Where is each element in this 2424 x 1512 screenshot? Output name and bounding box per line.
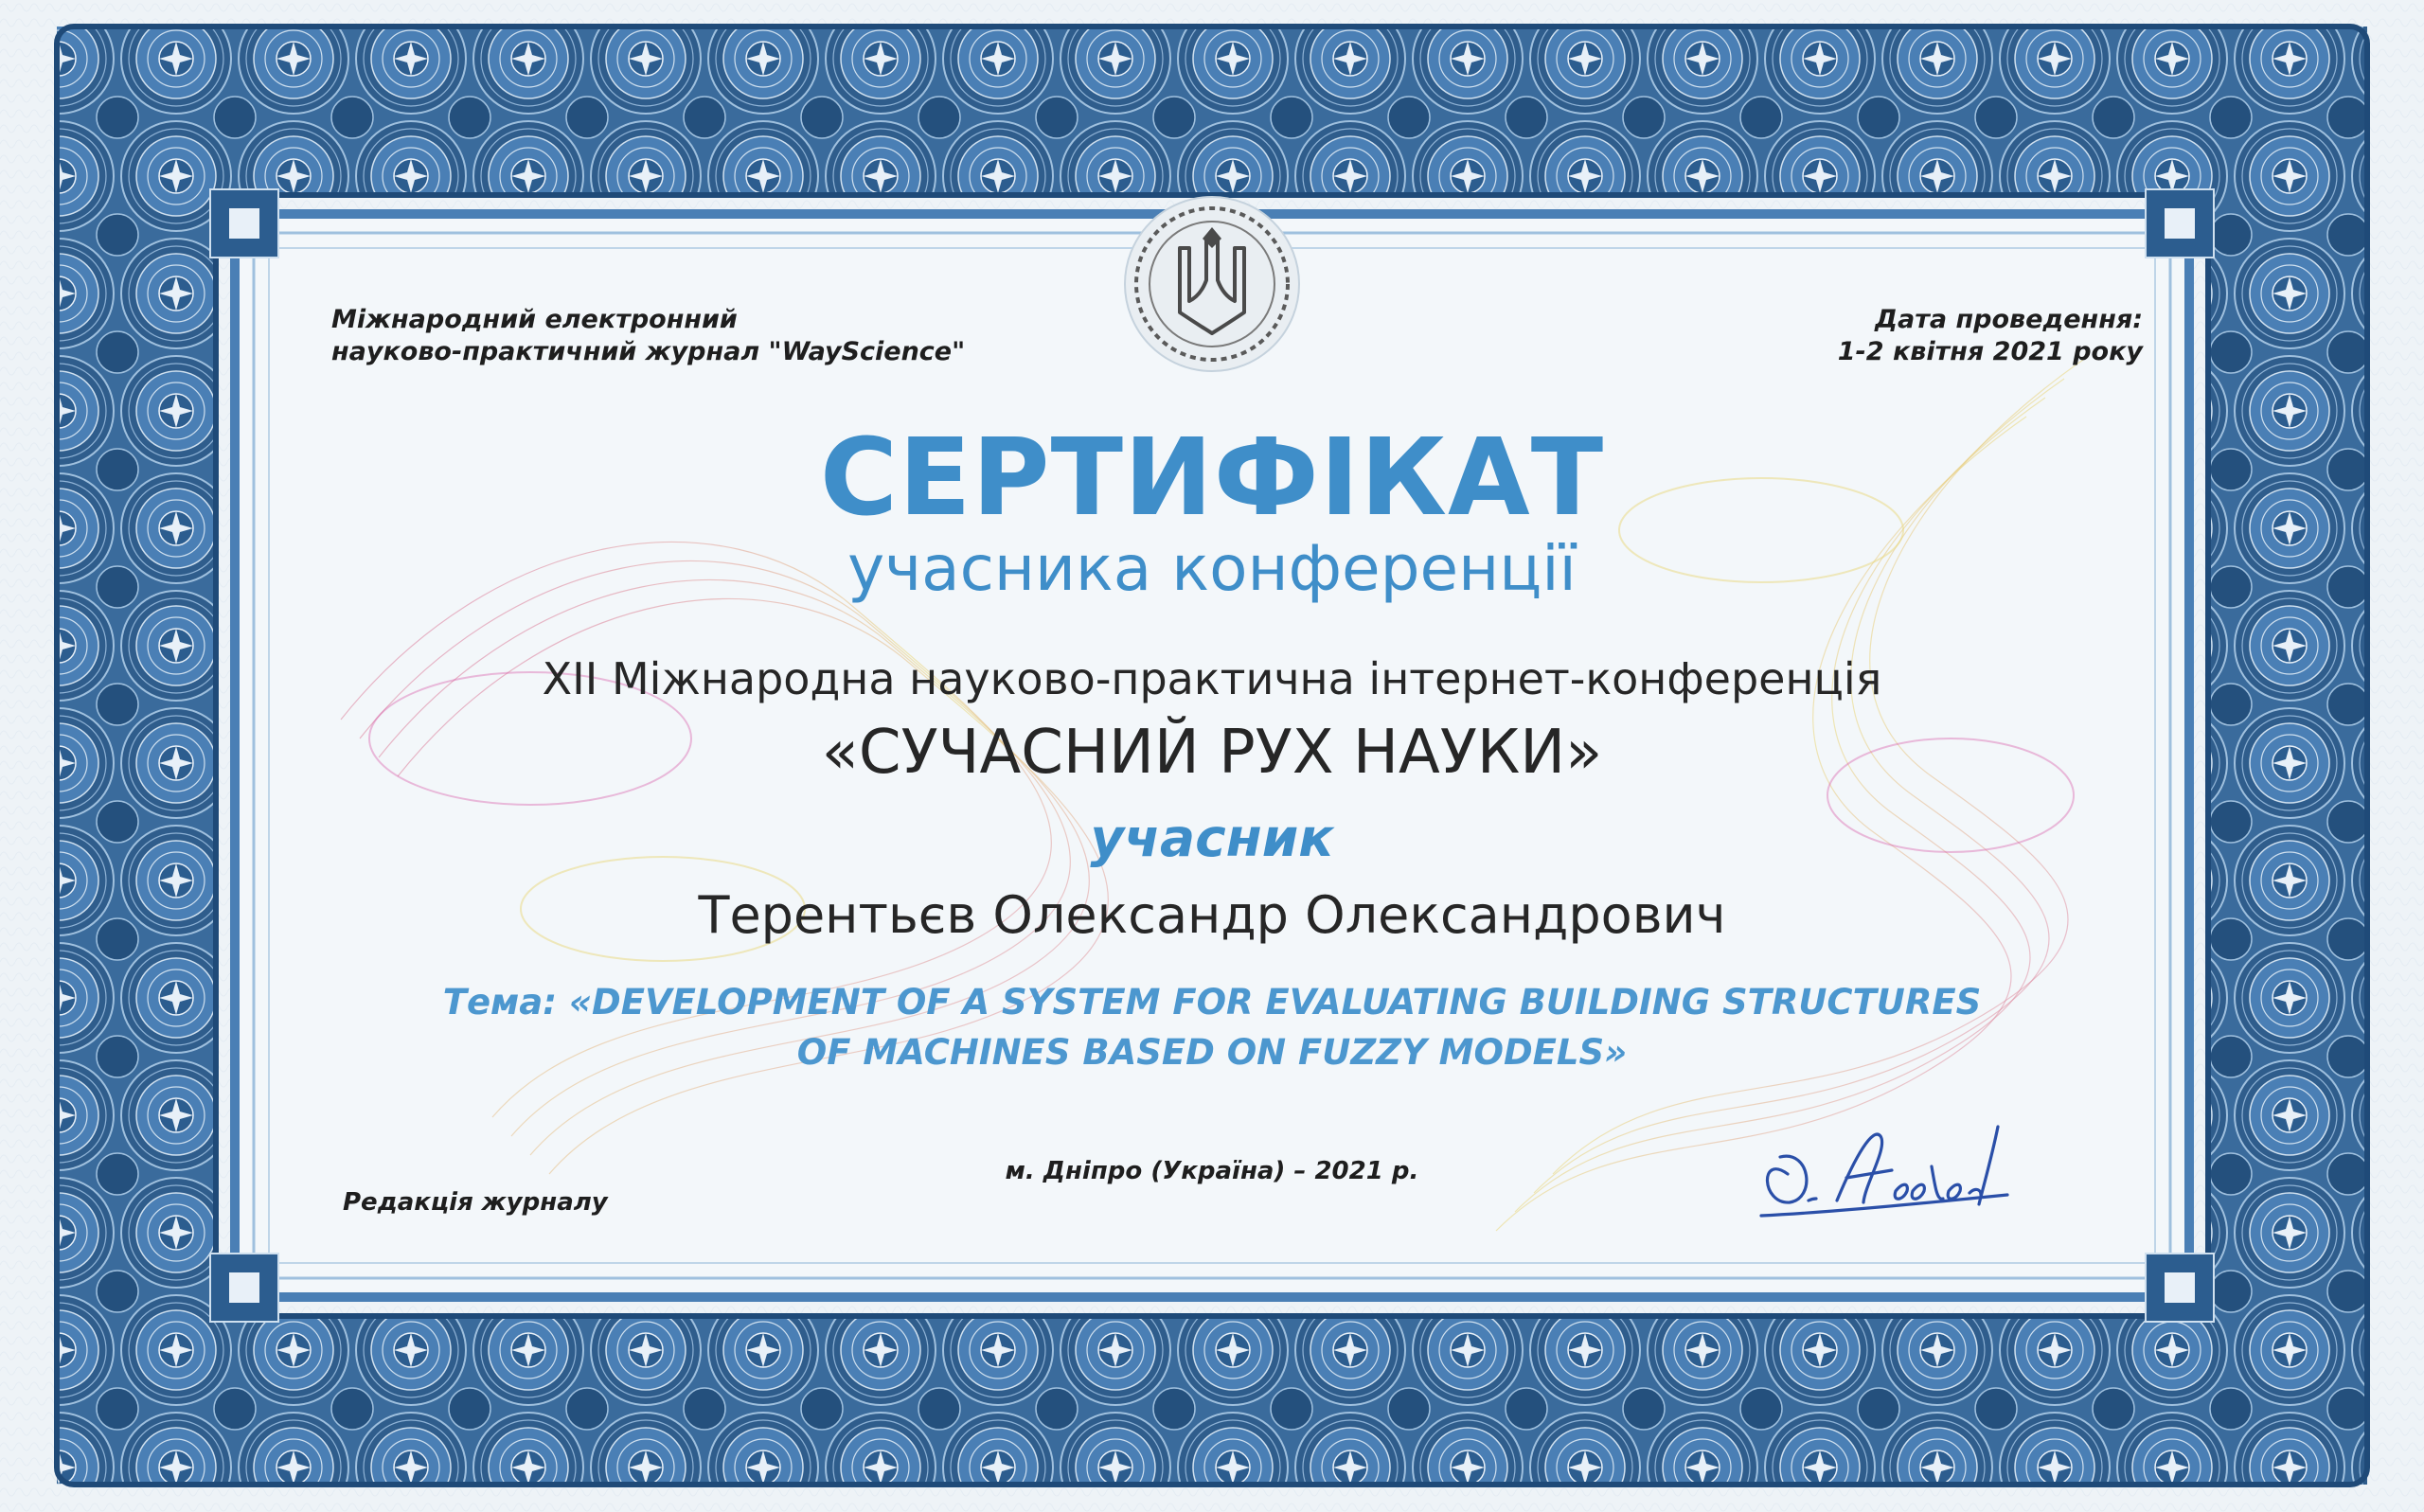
topic-line2: OF MACHINES BASED ON FUZZY MODELS» (796, 1032, 1628, 1073)
certificate-title: СЕРТИФІКАТ (819, 417, 1605, 540)
event-date-value: 1-2 квітня 2021 року (1837, 337, 2143, 366)
journal-name-line2: науково-практичний журнал "WayScience" (331, 337, 966, 366)
event-date-label: Дата проведення: (1874, 305, 2143, 334)
ukraine-trident-icon (1125, 197, 1299, 371)
participant-role: учасник (1090, 808, 1334, 868)
topic-line1: Тема: «DEVELOPMENT OF A SYSTEM FOR EVALUATING BUILDING STRUCTURES (442, 982, 1982, 1023)
certificate-subtitle: учасника конференції (847, 532, 1577, 605)
conference-name: «СУЧАСНИЙ РУХ НАУКИ» (821, 718, 1603, 788)
conference-description: XII Міжнародна науково-практична інтернет-конференція (542, 653, 1882, 704)
editorial-label: Редакція журналу (343, 1188, 608, 1217)
participant-name: Терентьєв Олександр Олександрович (698, 885, 1726, 945)
journal-name-line1: Міжнародний електронний (331, 305, 738, 334)
city-year: м. Дніпро (Україна) – 2021 р. (1005, 1157, 1419, 1185)
